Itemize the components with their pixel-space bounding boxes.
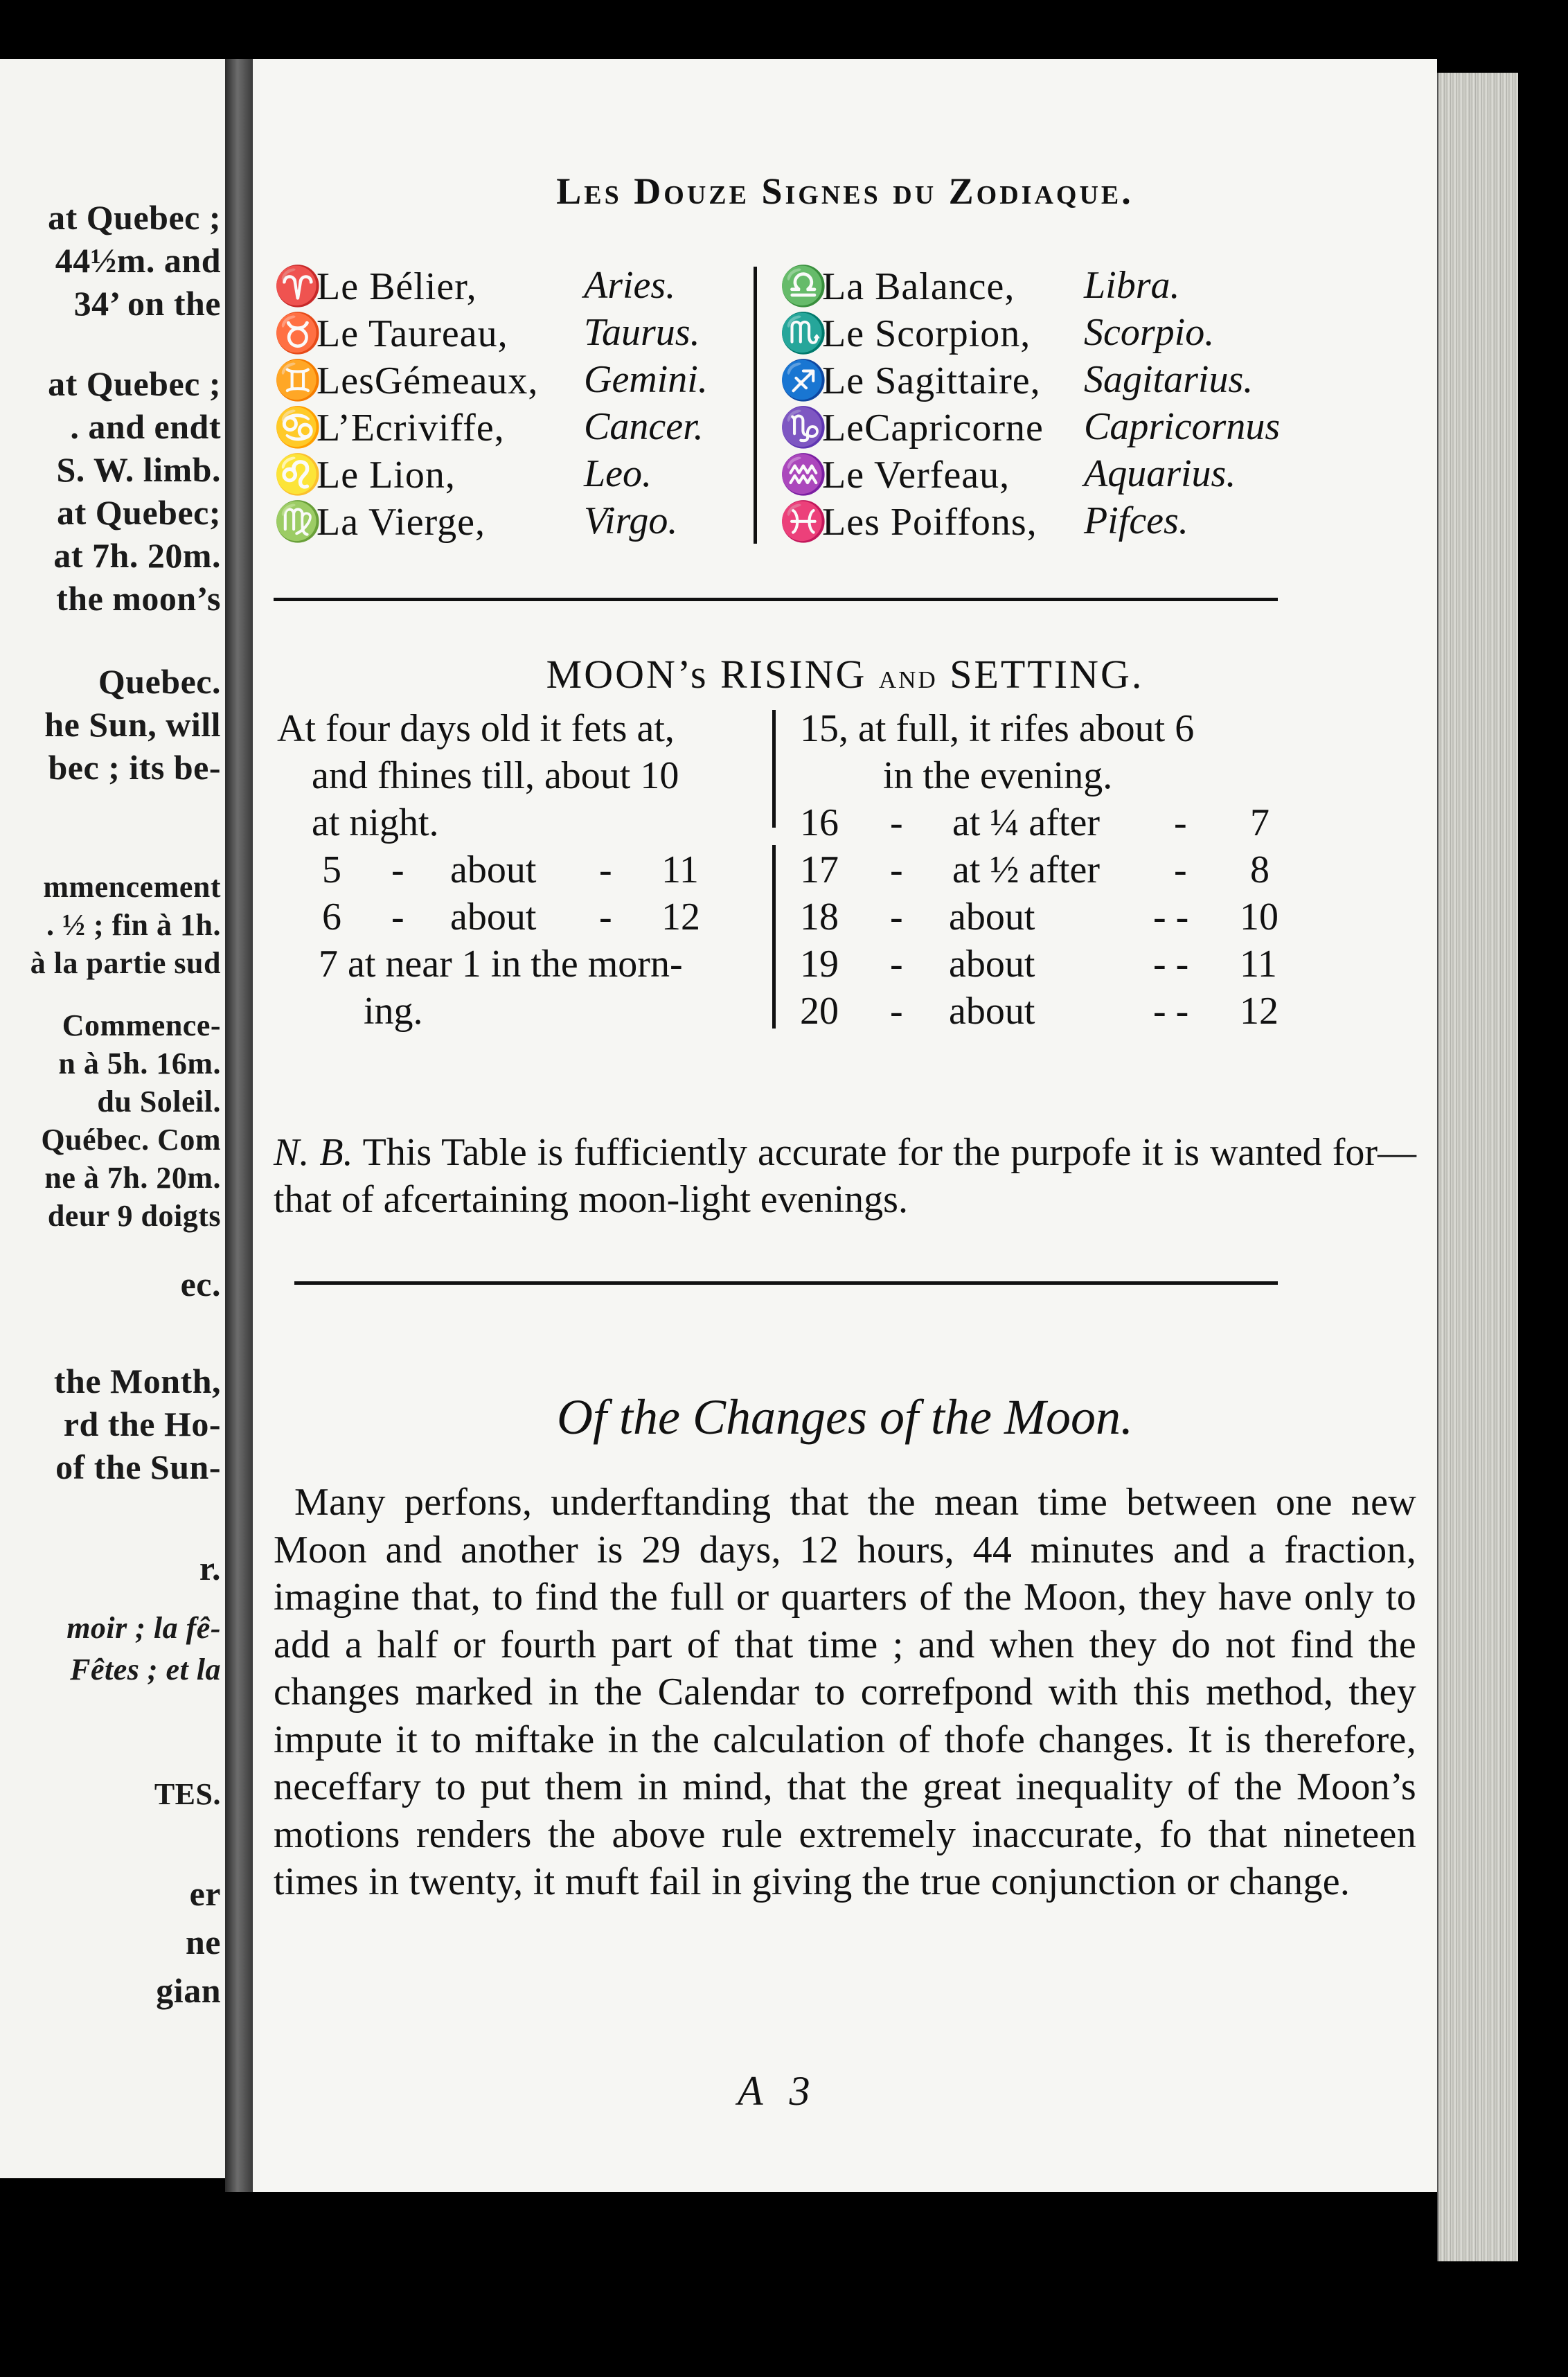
zodiac-entry [779, 310, 1215, 356]
zodiac-latin: Virgo. [584, 499, 678, 542]
left-fragment-line: r. [199, 1549, 221, 1587]
left-fragment-line: Commence- [62, 1008, 221, 1042]
zodiac-entry [779, 452, 1236, 497]
moon-row-day: 20 [800, 990, 839, 1033]
left-fragment-line: 44½m. and [55, 241, 221, 280]
moon-row-dash: - [890, 943, 903, 986]
left-fragment-line: ec. [180, 1265, 221, 1303]
moon-row-day: 16 [800, 801, 839, 844]
zodiac-latin: Scorpio. [1084, 311, 1215, 354]
left-fragment-line: at Quebec ; [48, 364, 221, 403]
left-fragment-line: bec ; its be- [48, 748, 221, 787]
moon-column-divider [772, 710, 776, 828]
moon-row-word: at ¼ after [952, 801, 1100, 844]
moon-left-intro: At four days old it fets at, [277, 707, 675, 750]
left-fragment-line: he Sun, will [44, 705, 221, 744]
moon-row-hour: 11 [1240, 943, 1277, 986]
left-fragment-line: the Month, [53, 1362, 221, 1400]
left-fragment-line: Quebec. [98, 662, 221, 701]
zodiac-french: Le Scorpion, [822, 312, 1031, 355]
moon-row-word: about [450, 896, 537, 938]
left-fragment-line: . ½ ; fin à 1h. [46, 908, 221, 942]
taurus-icon: ♉ [274, 312, 322, 355]
moon-row-word: about [949, 943, 1035, 986]
moon-heading [253, 651, 1437, 697]
moon-row-word: about [450, 848, 537, 891]
left-fragment-line: . and endt [70, 407, 221, 446]
main-page [253, 59, 1437, 2192]
moon-row-day: 6 [322, 896, 341, 938]
moon-row-dash: - [391, 848, 404, 891]
moon-column-divider [772, 845, 776, 1029]
zodiac-french: L’Ecriviffe, [317, 407, 505, 449]
zodiac-french: LeCapricorne [822, 407, 1044, 449]
moon-left-last: 7 at near 1 in the morn- [319, 943, 683, 986]
zodiac-entry [779, 263, 1180, 309]
moon-heading-part: and [878, 657, 938, 695]
left-fragment-line: at 7h. 20m. [53, 536, 221, 575]
left-fragment-line: ne à 7h. 20m. [44, 1161, 221, 1195]
moon-row-word: about [949, 896, 1035, 938]
left-fragment-line: S. W. limb. [56, 450, 221, 489]
zodiac-entry [274, 404, 704, 450]
zodiac-latin: Aquarius. [1084, 452, 1236, 495]
leo-icon: ♌ [274, 454, 322, 497]
signature-mark: A 3 [738, 2068, 819, 2114]
zodiac-entry [274, 499, 678, 544]
zodiac-latin: Leo. [584, 452, 652, 495]
moon-heading-part: SETTING. [950, 652, 1144, 697]
pisces-icon: ♓ [779, 501, 828, 544]
left-fragment-line: moir ; la fê- [66, 1611, 221, 1645]
zodiac-latin: Capricornus [1084, 405, 1281, 448]
nota-bene-label: N. B. [274, 1131, 353, 1174]
aquarius-icon: ♒ [779, 454, 828, 497]
left-fragment-line: du Soleil. [97, 1085, 221, 1119]
zodiac-french: Le Taureau, [317, 312, 508, 355]
left-fragment-line: the moon’s [56, 579, 221, 618]
left-fragment-line: Fêtes ; et la [70, 1653, 221, 1686]
zodiac-french: Le Verfeau, [822, 454, 1010, 497]
moon-row-day: 19 [800, 943, 839, 986]
zodiac-french: LesGémeaux, [317, 359, 539, 402]
moon-row-hour: 11 [661, 848, 699, 891]
left-fragment-line: ne [186, 1923, 221, 1961]
moon-left-intro: and fhines till, about 10 [312, 754, 679, 797]
moon-row-hour: 7 [1250, 801, 1269, 844]
zodiac-french: Les Poiffons, [822, 501, 1037, 544]
left-fragment-line: Québec. Com [41, 1123, 221, 1157]
left-fragment-line: TES. [154, 1777, 221, 1811]
nota-bene [274, 1129, 1416, 1223]
moon-row-dash: - - [1153, 943, 1189, 986]
moon-row-word: about [949, 990, 1035, 1033]
changes-title: Of the Changes of the Moon. [557, 1389, 1133, 1445]
zodiac-heading: Les Douze Signes du Zodiaque. [556, 170, 1134, 212]
left-fragment-line: of the Sun- [55, 1448, 221, 1486]
moon-row-dash: - [1174, 801, 1187, 844]
left-fragment-line: at Quebec ; [48, 198, 221, 237]
sagittarius-icon: ♐ [779, 359, 828, 402]
changes-body: Many perfons, underftanding that the mean time between one new Moon and another is 29 days, 12 hours, 44 minutes and a fraction, imagine that, to find the full or quarters of the Moon, they have only to add a half or fourth part of that time ; and when they do not find the changes marked in the Calendar to correfpond with this method, they impute it to miftake in the calculation of thofe changes. It is therefore, neceffary to put them in mind, that the great inequality of the Moon’s motions renders the above rule extremely inaccurate, fo that nineteen times in twenty, it muft fail in giving the true conjunction or change. [274, 1481, 1416, 1903]
left-fragment-line: rd the Ho- [63, 1405, 221, 1443]
moon-right-intro: in the evening. [883, 754, 1113, 797]
left-fragment-line: at Quebec; [57, 493, 221, 532]
zodiac-latin: Taurus. [584, 311, 700, 354]
moon-row-hour: 12 [661, 896, 700, 938]
gemini-icon: ♊ [274, 359, 322, 402]
moon-row-dash: - [1174, 848, 1187, 891]
moon-right-intro: 15, at full, it rifes about 6 [800, 707, 1195, 750]
zodiac-entry [779, 357, 1254, 403]
cancer-icon: ♋ [274, 407, 322, 449]
moon-row-dash: - - [1153, 990, 1189, 1033]
moon-row-dash: - - [1153, 896, 1189, 938]
libra-icon: ♎ [779, 265, 828, 308]
nota-bene-text: This Table is fufficiently accurate for the purpofe it is wanted for—that of afcertaining moon-light evenings. [274, 1131, 1417, 1221]
moon-row-hour: 12 [1240, 990, 1279, 1033]
zodiac-entry [274, 452, 652, 497]
moon-heading-part: MOON’s RISING [546, 652, 867, 697]
zodiac-french: Le Sagittaire, [822, 359, 1041, 402]
moon-row-dash: - [391, 896, 404, 938]
moon-row-word: at ½ after [952, 848, 1100, 891]
zodiac-column-divider [754, 267, 757, 544]
left-fragment-line: n à 5h. 16m. [58, 1047, 221, 1080]
moon-row-dash: - [890, 990, 903, 1033]
zodiac-latin: Libra. [1084, 264, 1180, 307]
aries-icon: ♈ [274, 265, 322, 308]
zodiac-latin: Aries. [584, 264, 676, 307]
moon-left-intro: at night. [312, 801, 439, 844]
moon-row-day: 17 [800, 848, 839, 891]
capricorn-icon: ♑ [779, 407, 828, 449]
moon-row-dash: - [890, 896, 903, 938]
left-fragment-line: deur 9 doigts [47, 1199, 221, 1233]
left-fragment-line: er [189, 1874, 221, 1913]
left-fragment-line: à la partie sud [30, 946, 221, 980]
moon-row-day: 18 [800, 896, 839, 938]
zodiac-french: La Balance, [822, 265, 1015, 308]
zodiac-entry [274, 263, 676, 309]
moon-row-day: 5 [322, 848, 341, 891]
page-block-edge [1437, 73, 1518, 2261]
zodiac-entry [779, 404, 1281, 450]
moon-left-last: ing. [364, 990, 423, 1033]
section-divider [294, 1281, 1278, 1285]
left-fragment-line: mmencement [43, 870, 221, 904]
moon-row-dash: - [599, 896, 612, 938]
zodiac-entry [274, 357, 708, 403]
left-fragment-line: gian [156, 1971, 221, 2010]
zodiac-french: La Vierge, [317, 501, 486, 544]
moon-row-dash: - [890, 801, 903, 844]
moon-row-dash: - [599, 848, 612, 891]
section-divider [274, 598, 1278, 601]
zodiac-latin: Gemini. [584, 358, 708, 401]
moon-row-dash: - [890, 848, 903, 891]
zodiac-latin: Cancer. [584, 405, 704, 448]
left-fragment-line: 34’ on the [73, 284, 221, 323]
moon-row-hour: 8 [1250, 848, 1269, 891]
virgo-icon: ♍ [274, 501, 322, 544]
zodiac-french: Le Lion, [317, 454, 456, 497]
scorpio-icon: ♏ [779, 312, 828, 355]
book-gutter [225, 59, 253, 2192]
left-facing-page [0, 59, 225, 2178]
zodiac-french: Le Bélier, [317, 265, 477, 308]
moon-row-hour: 10 [1240, 896, 1279, 938]
zodiac-entry [779, 499, 1188, 544]
zodiac-latin: Pifces. [1084, 499, 1188, 542]
zodiac-latin: Sagitarius. [1084, 358, 1254, 401]
zodiac-entry [274, 310, 700, 356]
